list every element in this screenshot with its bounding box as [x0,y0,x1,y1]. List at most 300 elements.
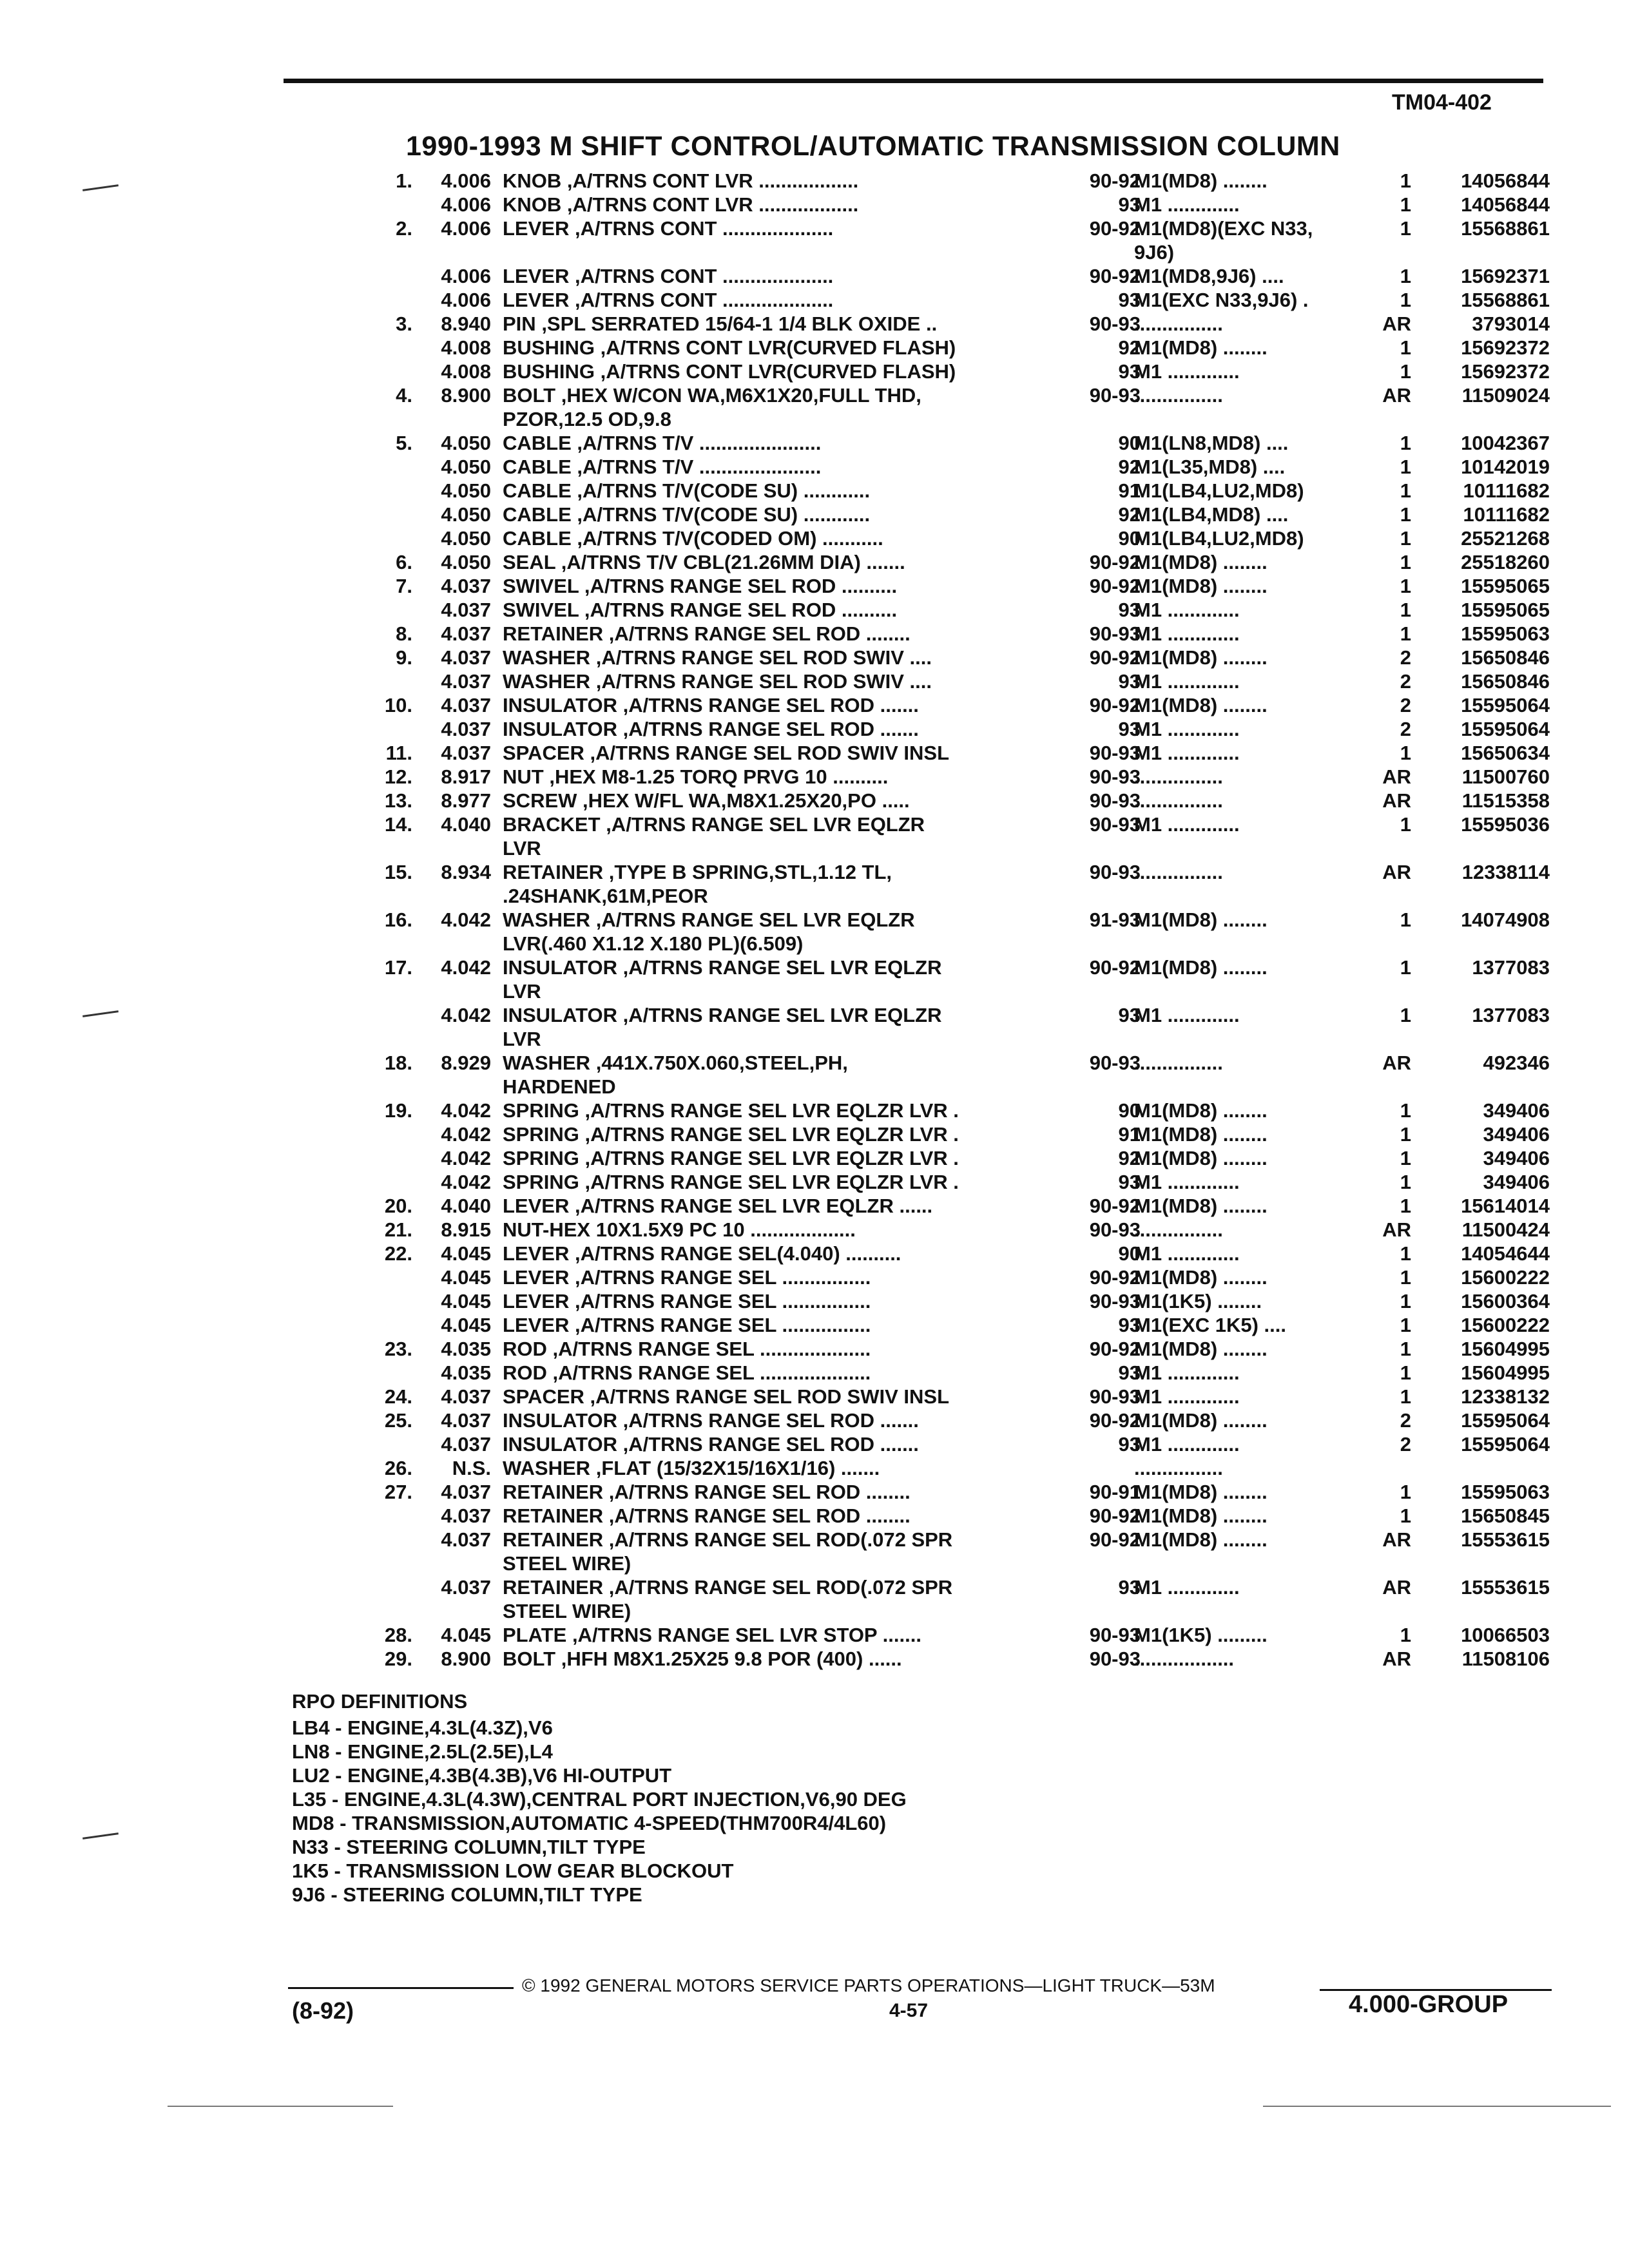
years: 90-93 [1089,622,1141,645]
description [503,1623,1315,1647]
years: 90-92 [1089,1504,1141,1527]
item-name: BOLT [503,1648,556,1670]
group-number: 4.050 [441,551,491,573]
item-detail: ,A/TRNS RANGE SEL ROD ........ [608,622,911,645]
item-detail: ,FLAT (15/32X15/16X1/16) ....... [595,1457,880,1479]
part-number: 349406 [1483,1147,1550,1169]
part-number: 15650634 [1461,742,1550,764]
models: M1 ............. [1134,1004,1240,1026]
item-detail: STEEL WIRE) [503,1552,631,1575]
quantity: 1 [1400,908,1411,931]
item-detail: ,A/TRNS CONT LVR .................. [566,193,859,216]
part-number: 11508106 [1461,1648,1550,1670]
quantity: 1 [1400,1290,1411,1312]
rpo-line: L35 - ENGINE,4.3L(4.3W),CENTRAL PORT INJECTION,V6,90 DEG [292,1788,907,1811]
years: 90 [1118,1099,1141,1122]
punch-mark [82,184,119,191]
item-name: SCREW [503,789,577,812]
group-number: 4.037 [441,718,491,740]
years: 90-92 [1089,1528,1141,1551]
description [503,1456,1315,1480]
footer-rule-left [288,1987,514,1989]
models: M1(1K5) ........ [1134,1290,1262,1312]
group-number: 4.042 [441,1147,491,1169]
table-row [284,1194,1553,1218]
quantity: AR [1382,1648,1411,1670]
table-row [284,1242,1553,1265]
models: M1(MD8) ........ [1134,1195,1268,1217]
item-name: RETAINER [503,1528,604,1551]
group-number: 8.934 [441,861,491,883]
years: 90-93 [1089,384,1141,407]
quantity: 1 [1400,813,1411,836]
item-name: SWIVEL [503,599,579,621]
description [503,1385,1315,1408]
models: M1(MD8) ........ [1134,956,1268,979]
description [503,503,1315,526]
description [503,717,1315,741]
ref-number: 19. [384,1099,412,1122]
punch-mark [82,1010,119,1017]
item-detail: ,A/TRNS RANGE SEL ROD .......... [584,575,898,597]
years: 90-93 [1089,813,1141,836]
item-detail: STEEL WIRE) [503,1600,631,1622]
models: M1 ............. [1134,813,1240,836]
item-detail: ,A/TRNS CONT LVR(CURVED FLASH) [600,360,956,383]
group-number: 4.037 [441,742,491,764]
models: M1 ............. [1134,1171,1240,1193]
quantity: 1 [1400,1338,1411,1360]
description [503,669,1315,693]
item-name: CABLE [503,432,572,454]
part-number: 15595063 [1461,1481,1550,1503]
models: M1(MD8) ........ [1134,336,1268,359]
models: M1(LB4,MD8) .... [1134,503,1289,526]
table-row [284,503,1553,526]
ref-number: 25. [384,1409,412,1432]
group-number: 4.045 [441,1242,491,1265]
quantity: 1 [1400,169,1411,192]
table-row [284,1218,1553,1242]
years: 90-92 [1089,1195,1141,1217]
part-number: 15600222 [1461,1314,1550,1336]
years: 93 [1118,1433,1141,1456]
group-number: 4.037 [441,575,491,597]
models: M1(MD8) ........ [1134,1481,1268,1503]
part-number: 15595064 [1461,718,1550,740]
years: 90-92 [1089,551,1141,573]
item-name: SPACER [503,1385,584,1408]
item-detail: ,A/TRNS RANGE SEL ROD ....... [622,694,919,716]
item-name: LEVER [503,1195,570,1217]
part-number: 1377083 [1472,956,1550,979]
item-detail: ,A/TRNS RANGE SEL ROD(.072 SPR [608,1576,953,1599]
quantity: 1 [1400,599,1411,621]
ref-number: 1. [396,169,412,192]
group-label: 4.000-GROUP [1349,1991,1509,2018]
group-number: 8.940 [441,312,491,335]
description [503,1194,1315,1218]
item-name: SWIVEL [503,575,579,597]
item-name: BUSHING [503,360,595,383]
rpo-line: 1K5 - TRANSMISSION LOW GEAR BLOCKOUT [292,1860,734,1882]
models: M1(MD8) ........ [1134,1147,1268,1169]
description [503,1480,1315,1504]
part-number: 349406 [1483,1171,1550,1193]
models: M1(MD8) ........ [1134,575,1268,597]
item-detail: ,A/TRNS RANGE SEL LVR EQLZR [622,1004,942,1026]
part-number: 10066503 [1461,1624,1550,1646]
quantity: 1 [1400,1385,1411,1408]
years: 90-92 [1089,694,1141,716]
quantity: 1 [1400,432,1411,454]
description [503,264,1315,288]
models: M1 ............. [1134,742,1240,764]
table-row [284,1552,1553,1575]
group-number: 4.040 [441,1195,491,1217]
table-row [284,884,1553,908]
part-number: 15595063 [1461,622,1550,645]
item-name: CABLE [503,456,572,478]
years: 90-92 [1089,956,1141,979]
part-number: 15650846 [1461,646,1550,669]
part-number: 12338114 [1461,861,1550,883]
years: 90-92 [1089,575,1141,597]
item-detail: ,A/TRNS RANGE SEL LVR EQLZR LVR . [584,1099,959,1122]
models: M1 ............. [1134,1385,1240,1408]
part-number: 15595064 [1461,694,1550,716]
models: M1(1K5) ......... [1134,1624,1268,1646]
description [503,455,1315,479]
years: 90-92 [1089,217,1141,240]
years: 90-93 [1089,1385,1141,1408]
description [503,1504,1315,1528]
item-detail: ,HEX M8-1.25 TORQ PRVG 10 .......... [549,765,889,788]
part-number: 15650846 [1461,670,1550,693]
ref-number: 16. [384,908,412,931]
item-name: WASHER [503,1052,591,1074]
years: 90-92 [1089,265,1141,287]
quantity: 1 [1400,336,1411,359]
description [503,1599,1315,1623]
quantity: 1 [1400,1504,1411,1527]
table-row [284,264,1553,288]
table-row [284,336,1553,360]
description [503,1575,1315,1599]
punch-mark [82,1832,119,1840]
part-number: 15568861 [1461,289,1550,311]
quantity: 1 [1400,956,1411,979]
group-number: 4.037 [441,622,491,645]
models: ................ [1134,1218,1223,1241]
ref-number: 23. [384,1338,412,1360]
models: .................. [1134,1648,1235,1670]
part-number: 15568861 [1461,217,1550,240]
part-number: 14056844 [1461,169,1550,192]
table-row [284,1265,1553,1289]
models: ................ [1134,1457,1223,1479]
item-name: SPRING [503,1147,579,1169]
description [503,383,1315,407]
group-number: 4.006 [441,217,491,240]
years: 90-92 [1089,1409,1141,1432]
item-name: INSULATOR [503,694,617,716]
description [503,1528,1315,1552]
item-name: KNOB [503,193,562,216]
models: M1(MD8) ........ [1134,1099,1268,1122]
item-detail: ,A/TRNS RANGE SEL ROD SWIV INSL [590,1385,950,1408]
table-row [284,908,1553,932]
item-name: LEVER [503,1314,570,1336]
description [503,598,1315,622]
years: 92 [1118,336,1141,359]
rpo-line: N33 - STEERING COLUMN,TILT TYPE [292,1836,646,1858]
item-detail: ,A/TRNS RANGE SEL ROD SWIV INSL [590,742,950,764]
ref-number: 26. [384,1457,412,1479]
quantity: 1 [1400,1242,1411,1265]
table-row [284,1599,1553,1623]
item-name: INSULATOR [503,1004,617,1026]
models: M1 ............. [1134,1361,1240,1384]
item-name: CABLE [503,479,572,502]
group-number: 4.045 [441,1290,491,1312]
item-detail: ,A/TRNS CONT .................... [574,217,834,240]
item-detail: ,A/TRNS RANGE SEL ROD .......... [584,599,898,621]
ref-number: 28. [384,1624,412,1646]
years: 90-93 [1089,1624,1141,1646]
quantity: 1 [1400,360,1411,383]
description [503,1361,1315,1385]
item-detail: ,A/TRNS RANGE SEL LVR EQLZR ...... [574,1195,933,1217]
models: M1(MD8)(EXC N33, [1134,217,1313,240]
years: 90-92 [1089,1338,1141,1360]
description [503,550,1315,574]
item-name: WASHER [503,670,591,693]
models: M1 ............. [1134,718,1240,740]
description [503,956,1315,979]
group-number: 4.006 [441,169,491,192]
item-name: CABLE [503,527,572,550]
table-row [284,550,1553,574]
item-detail: ,A/TRNS RANGE SEL ROD ........ [608,1504,911,1527]
part-number: 10142019 [1461,456,1550,478]
item-detail: ,A/TRNS RANGE SEL ................ [574,1266,871,1289]
models: M1 ............. [1134,360,1240,383]
rpo-line: LB4 - ENGINE,4.3L(4.3Z),V6 [292,1716,553,1739]
table-row [284,1480,1553,1504]
quantity: 2 [1400,718,1411,740]
description [503,1051,1315,1075]
item-name: CABLE [503,503,572,526]
models: M1(MD8) ........ [1134,1338,1268,1360]
group-number: 4.037 [441,670,491,693]
ref-number: 24. [384,1385,412,1408]
table-row [284,1075,1553,1099]
years: 92 [1118,456,1141,478]
ref-number: 20. [384,1195,412,1217]
models: M1(MD8) ........ [1134,1504,1268,1527]
quantity: 1 [1400,1123,1411,1146]
description [503,979,1315,1003]
item-detail: ,A/TRNS RANGE SEL LVR EQLZR LVR . [584,1123,959,1146]
item-detail: ,A/TRNS CONT .................... [574,289,834,311]
years: 90-93 [1089,789,1141,812]
group-number: 4.037 [441,1385,491,1408]
ref-number: 15. [384,861,412,883]
scan-rule [168,2106,393,2107]
item-name: LEVER [503,1290,570,1312]
quantity: AR [1382,765,1411,788]
item-detail: ,A/TRNS T/V ...................... [577,456,822,478]
item-detail: ,A/TRNS RANGE SEL LVR EQLZR [606,813,925,836]
item-name: SPRING [503,1099,579,1122]
item-detail: ,TYPE B SPRING,STL,1.12 TL, [608,861,892,883]
item-detail: ,A/TRNS RANGE SEL LVR EQLZR LVR . [584,1147,959,1169]
group-number: 8.917 [441,765,491,788]
years: 90 [1118,432,1141,454]
models: M1(MD8) ........ [1134,169,1268,192]
part-number: 15692371 [1461,265,1550,287]
group-number: 4.037 [441,1409,491,1432]
description [503,1242,1315,1265]
item-detail: ,A/TRNS RANGE SEL(4.040) .......... [574,1242,901,1265]
group-number: 8.900 [441,1648,491,1670]
rpo-definitions [292,1689,907,1907]
models: M1(EXC N33,9J6) . [1134,289,1309,311]
quantity: 1 [1400,1266,1411,1289]
item-name: INSULATOR [503,956,617,979]
description [503,622,1315,646]
item-detail: ,A/TRNS CONT LVR(CURVED FLASH) [600,336,956,359]
description [503,860,1315,884]
group-number: 4.050 [441,432,491,454]
years: 90-93 [1089,312,1141,335]
models: M1(LB4,LU2,MD8) [1134,527,1304,550]
item-detail: ,A/TRNS T/V(CODE SU) ............ [577,503,871,526]
part-number: 10111682 [1463,479,1550,502]
item-detail: ,A/TRNS CONT .................... [574,265,834,287]
ref-number: 10. [384,694,412,716]
quantity: 1 [1400,1481,1411,1503]
table-row [284,1504,1553,1528]
description [503,741,1315,765]
part-number: 15595065 [1461,599,1550,621]
rpo-line: 9J6 - STEERING COLUMN,TILT TYPE [292,1883,642,1906]
group-number: N.S. [452,1457,491,1479]
quantity: 1 [1400,456,1411,478]
group-number: 4.037 [441,694,491,716]
quantity: 1 [1400,1147,1411,1169]
models: M1(MD8) ........ [1134,1528,1268,1551]
models: M1 ............. [1134,622,1240,645]
table-row [284,812,1553,836]
rpo-line: LN8 - ENGINE,2.5L(2.5E),L4 [292,1740,553,1763]
models: M1(MD8) ........ [1134,1123,1268,1146]
models: M1 ............. [1134,1433,1240,1456]
table-row [284,789,1553,812]
table-row [284,240,1553,264]
table-row [284,1528,1553,1552]
table-row [284,669,1553,693]
group-number: 4.040 [441,813,491,836]
quantity: 1 [1400,289,1411,311]
item-name: RETAINER [503,1481,604,1503]
rpo-line: MD8 - TRANSMISSION,AUTOMATIC 4-SPEED(THM700R4/4L60) [292,1812,887,1834]
item-name: RETAINER [503,861,604,883]
part-number: 15604995 [1461,1361,1550,1384]
item-detail: LVR(.460 X1.12 X.180 PL)(6.509) [503,932,804,955]
description [503,1432,1315,1456]
ref-number: 22. [384,1242,412,1265]
part-number: 25518260 [1461,551,1550,573]
item-detail: ,A/TRNS RANGE SEL ROD ....... [622,718,919,740]
item-detail: ,SPL SERRATED 15/64-1 1/4 BLK OXIDE .. [541,312,938,335]
years: 92 [1118,503,1141,526]
page-title: 1990-1993 M SHIFT CONTROL/AUTOMATIC TRANSMISSION COLUMN [406,131,1340,162]
item-name: BRACKET [503,813,601,836]
table-row [284,216,1553,240]
description [503,526,1315,550]
item-name: BUSHING [503,336,595,359]
table-row [284,479,1553,503]
quantity: 2 [1400,670,1411,693]
quantity: 1 [1400,551,1411,573]
item-detail: ,HFH M8X1.25X25 9.8 POR (400) ...... [561,1648,902,1670]
ref-number: 8. [396,622,412,645]
item-name: RETAINER [503,1576,604,1599]
item-name: LEVER [503,217,570,240]
part-number: 15614014 [1461,1195,1550,1217]
quantity: 1 [1400,265,1411,287]
years: 93 [1118,718,1141,740]
rpo-line: LU2 - ENGINE,4.3B(4.3B),V6 HI-OUTPUT [292,1764,672,1787]
item-name: RETAINER [503,1504,604,1527]
models: ................ [1134,384,1223,407]
group-number: 4.037 [441,1504,491,1527]
group-number: 4.008 [441,360,491,383]
description [503,288,1315,312]
group-number: 4.042 [441,1171,491,1193]
item-name: RETAINER [503,622,604,645]
item-name: KNOB [503,169,562,192]
models: ................ [1134,312,1223,335]
years: 91-93 [1089,908,1141,931]
group-number: 8.900 [441,384,491,407]
years: 93 [1118,289,1141,311]
quantity: 2 [1400,646,1411,669]
table-row [284,1099,1553,1122]
description [503,1170,1315,1194]
description [503,1313,1315,1337]
table-row [284,598,1553,622]
years: 93 [1118,1314,1141,1336]
models: M1(MD8) ........ [1134,1266,1268,1289]
description [503,765,1315,789]
item-detail: ,HEX W/FL WA,M8X1.25X20,PO ..... [583,789,910,812]
ref-number: 18. [384,1052,412,1074]
item-name: NUT [503,765,544,788]
table-row [284,383,1553,407]
years: 93 [1118,193,1141,216]
description [503,1146,1315,1170]
group-number: 4.045 [441,1624,491,1646]
description [503,479,1315,503]
years: 90-93 [1089,1648,1141,1670]
part-number: 15595064 [1461,1433,1550,1456]
table-row [284,622,1553,646]
years: 90-92 [1089,1266,1141,1289]
models: M1 ............. [1134,193,1240,216]
